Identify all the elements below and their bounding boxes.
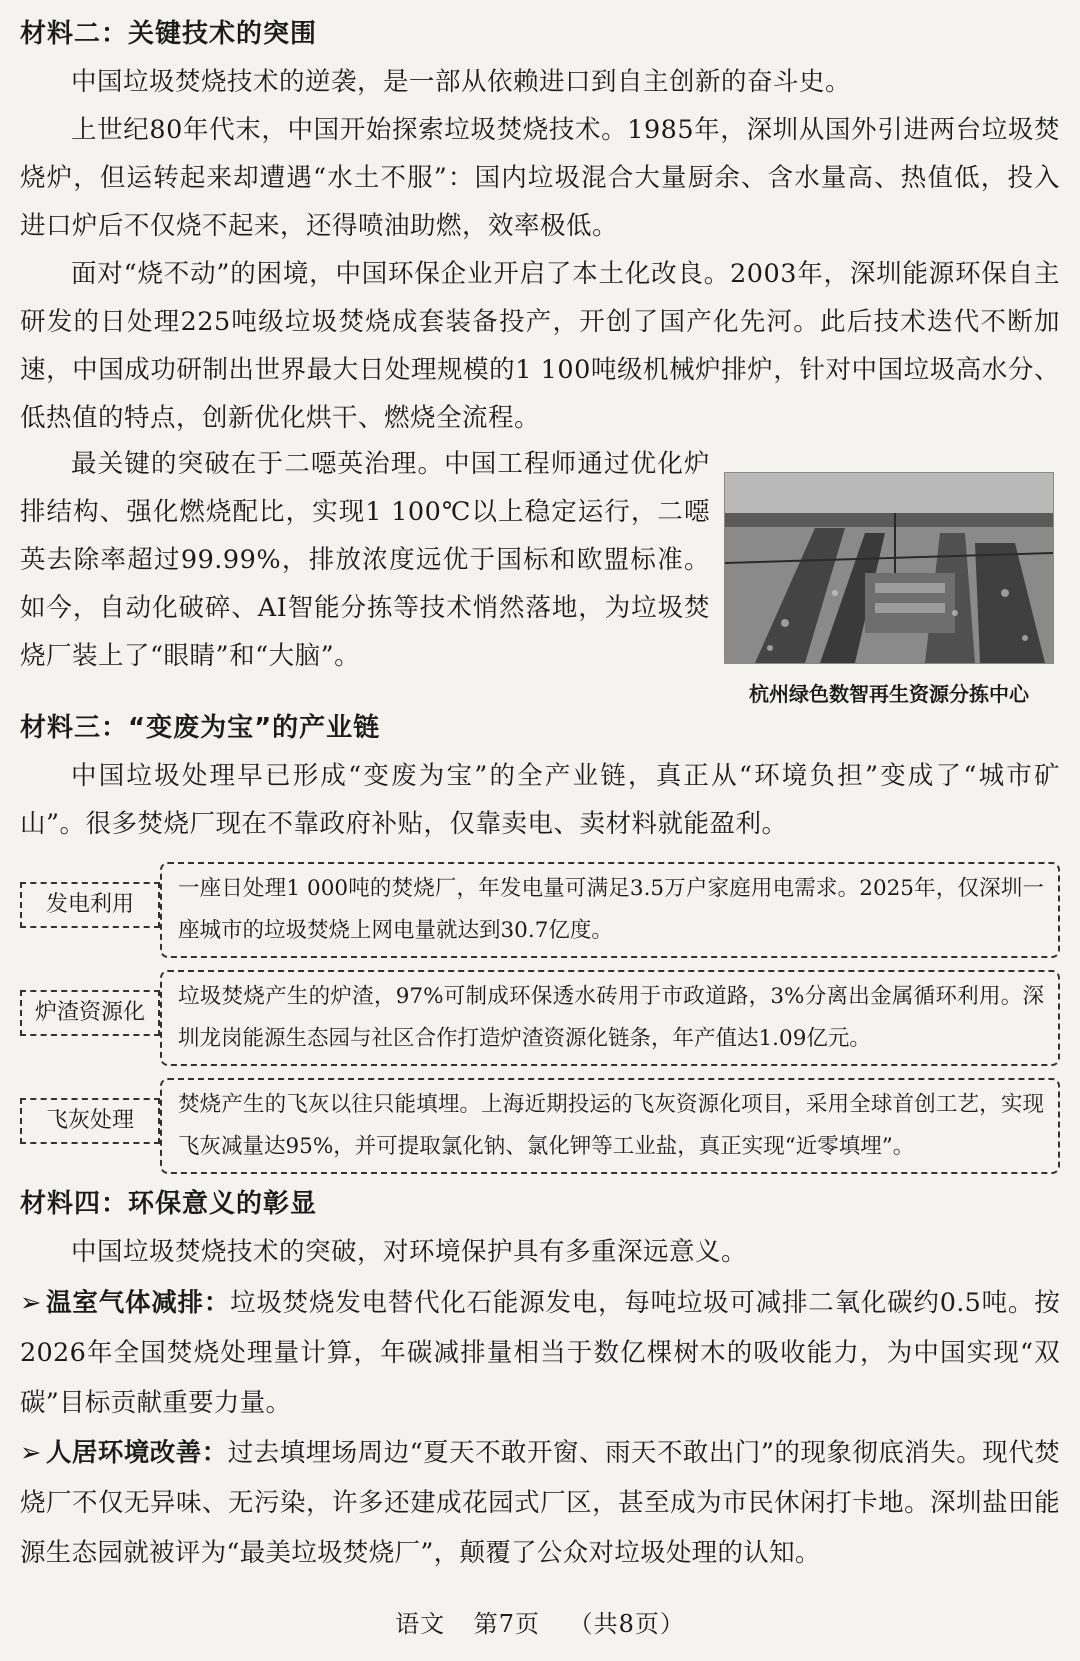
detail-fly-ash-treatment: 焚烧产生的飞灰以往只能填埋。上海近期投运的飞灰资源化项目，采用全球首创工艺，实现飞灰减量达95%，并可提取氯化钠、氯化钾等工业盐，真正实现“近零填埋”。 bbox=[160, 1078, 1060, 1174]
bullet-greenhouse-reduction bbox=[20, 1278, 1060, 1428]
bullet-living-environment bbox=[20, 1428, 1060, 1578]
material2-heading: 材料二：关键技术的突围 bbox=[20, 19, 318, 49]
footer-total-pages: （共8页） bbox=[568, 1610, 685, 1638]
detail-power-generation: 一座日处理1 000吨的焚烧厂，年发电量可满足3.5万户家庭用电需求。2025年，仅深圳一座城市的垃圾焚烧上网电量就达到30.7亿度。 bbox=[160, 862, 1060, 958]
page-footer bbox=[0, 1604, 1080, 1639]
material3-paragraph-1: 中国垃圾处理早已形成“变废为宝”的全产业链，真正从“环境负担”变成了“城市矿山”。很多焚烧厂现在不靠政府补贴，仅靠卖电、卖材料就能盈利。 bbox=[20, 761, 1060, 839]
material3-heading: 材料三：“变废为宝”的产业链 bbox=[20, 713, 381, 743]
material2-paragraph-2: 上世纪80年代末，中国开始探索垃圾焚烧技术。1985年，深圳从国外引进两台垃圾焚烧炉，但运转起来却遭遇“水土不服”：国内垃圾混合大量厨余、含水量高、热值低，投入进口炉后不仅烧不起来，还得喷油助燃，效率极低。 bbox=[20, 115, 1060, 241]
material4-heading: 材料四：环保意义的彰显 bbox=[20, 1189, 318, 1219]
label-power-generation: 发电利用 bbox=[20, 882, 160, 928]
sorting-center-figure bbox=[724, 472, 1054, 707]
footer-subject: 语文 bbox=[395, 1610, 446, 1638]
label-fly-ash-treatment: 飞灰处理 bbox=[20, 1098, 160, 1144]
bullet-text: 垃圾焚烧发电替代化石能源发电，每吨垃圾可减排二氧化碳约0.5吨。按2026年全国焚烧处理量计算，年碳减排量相当于数亿棵树木的吸收能力，为中国实现“双碳”目标贡献重要力量。 bbox=[20, 1288, 1060, 1418]
material2-paragraph-3: 面对“烧不动”的困境，中国环保企业开启了本土化改良。2003年，深圳能源环保自主研发的日处理225吨级垃圾焚烧成套装备投产，开创了国产化先河。此后技术迭代不断加速，中国成功研制出世界最大日处理规模的1 100吨级机械炉排炉，针对中国垃圾高水分、低热值的特点，创新优化烘干、燃烧全流程。 bbox=[20, 259, 1060, 433]
arrow-bullet-icon: ➢ bbox=[20, 1288, 42, 1318]
footer-page-number: 第7页 bbox=[473, 1610, 540, 1638]
material4-paragraph-1: 中国垃圾焚烧技术的突破，对环境保护具有多重深远意义。 bbox=[71, 1237, 748, 1267]
arrow-bullet-icon: ➢ bbox=[20, 1438, 42, 1468]
photo-caption: 杭州绿色数智再生资源分拣中心 bbox=[749, 682, 1029, 706]
bullet-term: 人居环境改善： bbox=[45, 1438, 228, 1468]
detail-slag-recycling: 垃圾焚烧产生的炉渣，97%可制成环保透水砖用于市政道路，3%分离出金属循环利用。深圳龙岗能源生态园与社区合作打造炉渣资源化链条，年产值达1.09亿元。 bbox=[160, 970, 1060, 1066]
material2-paragraph-4: 最关键的突破在于二噁英治理。中国工程师通过优化炉排结构、强化燃烧配比，实现1 100℃以上稳定运行，二噁英去除率超过99.99%，排放浓度远优于国标和欧盟标准。如今，自动化破碎、AI智能分拣等技术悄然落地，为垃圾焚烧厂装上了“眼睛”和“大脑”。 bbox=[20, 449, 710, 671]
label-slag-recycling: 炉渣资源化 bbox=[20, 990, 160, 1036]
material2-paragraph-1: 中国垃圾焚烧技术的逆袭，是一部从依赖进口到自主创新的奋斗史。 bbox=[71, 67, 852, 97]
bullet-text: 过去填埋场周边“夏天不敢开窗、雨天不敢出门”的现象彻底消失。现代焚烧厂不仅无异味、无污染，许多还建成花园式厂区，甚至成为市民休闲打卡地。深圳盐田能源生态园就被评为“最美垃圾焚烧厂”，颠覆了公众对垃圾处理的认知。 bbox=[20, 1438, 1060, 1568]
bullet-term: 温室气体减排： bbox=[45, 1288, 231, 1318]
sorting-center-photo bbox=[724, 472, 1054, 664]
